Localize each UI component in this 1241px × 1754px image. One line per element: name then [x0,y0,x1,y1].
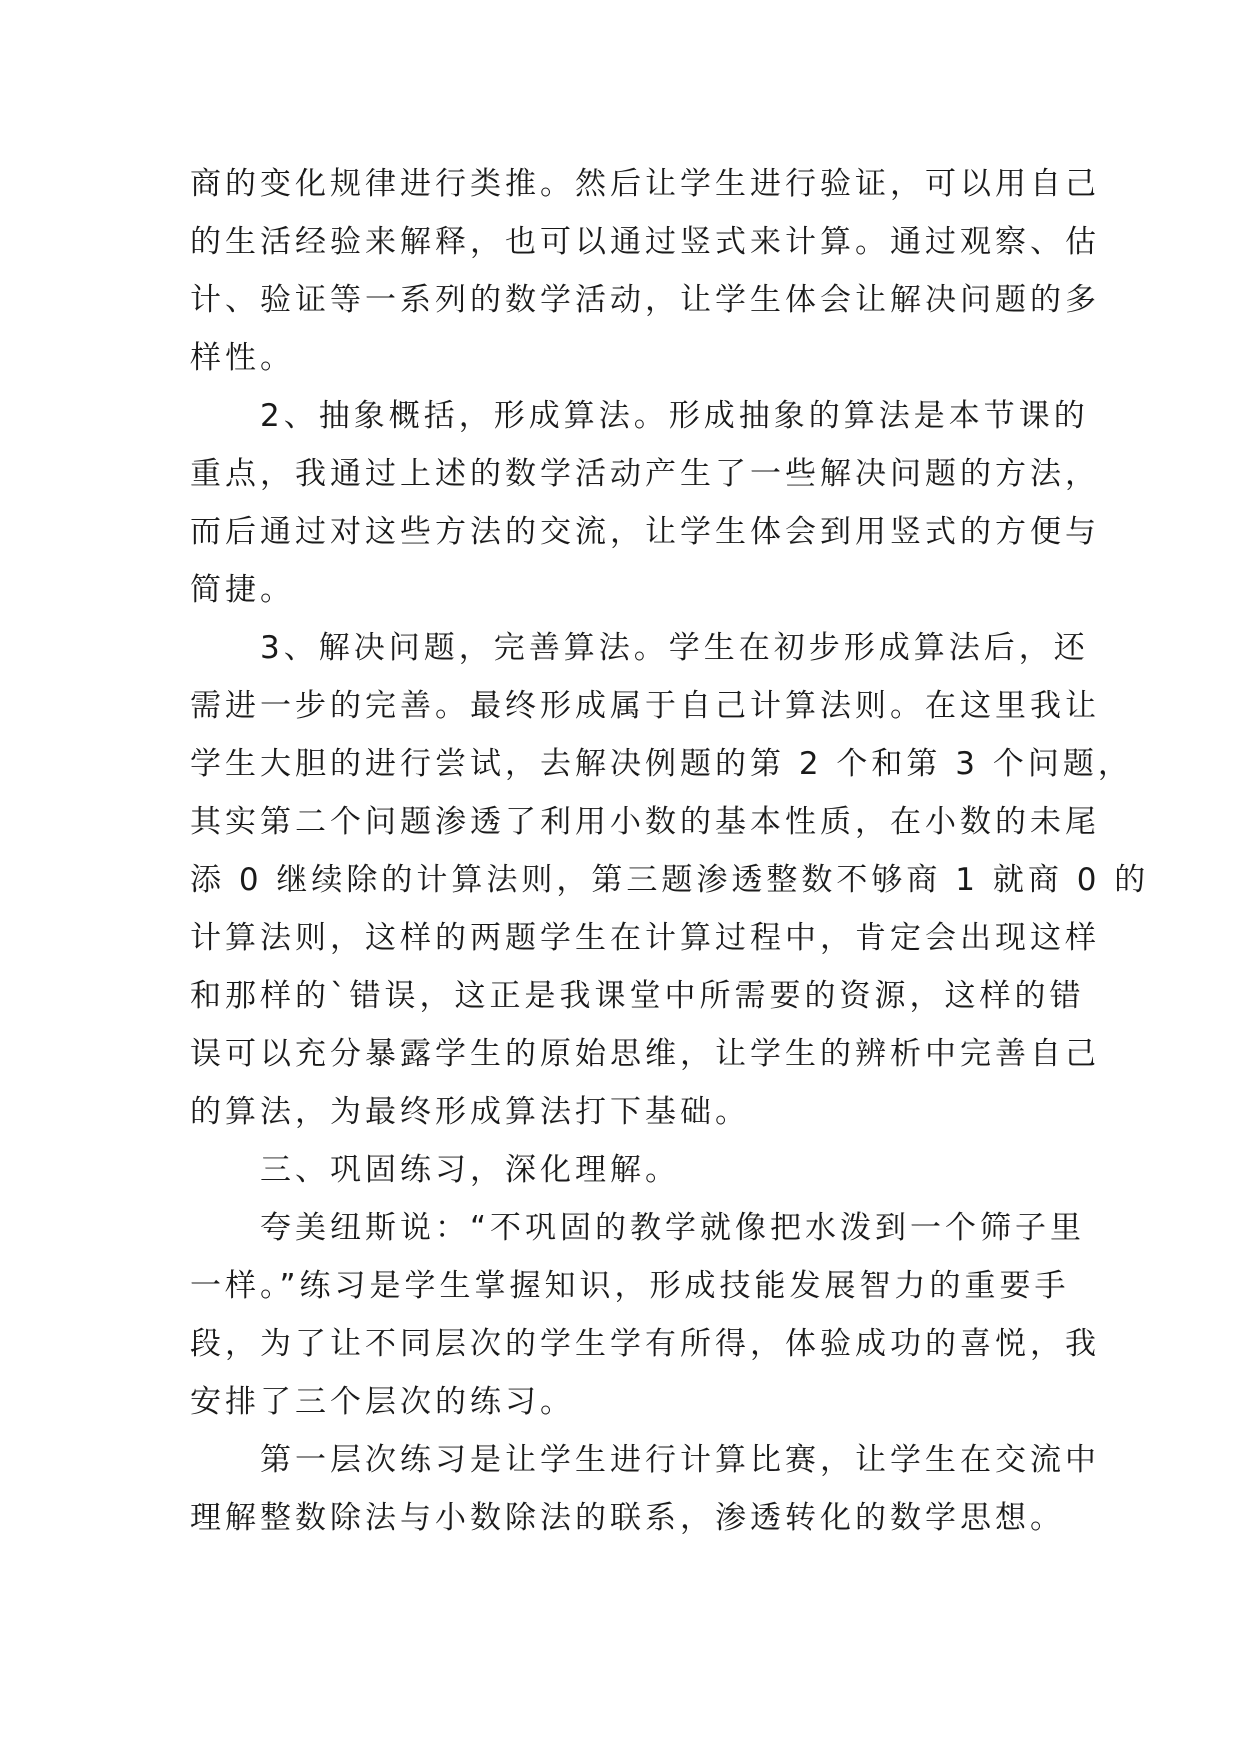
section-heading: 三、巩固练习，深化理解。 [190,1152,680,1188]
text-line: 误可以充分暴露学生的原始思维，让学生的辨析中完善自己 [190,1036,1100,1072]
text-line: 样性。 [190,340,295,376]
text-line: 安排了三个层次的练习。 [190,1384,575,1420]
text-line: 夸美纽斯说：“不巩固的教学就像把水泼到一个筛子里 [190,1210,1086,1246]
text-line: 2、抽象概括，形成算法。形成抽象的算法是本节课的 [190,398,1089,434]
text-line: 计、验证等一系列的数学活动，让学生体会让解决问题的多 [190,282,1100,318]
text-line: 理解整数除法与小数除法的联系，渗透转化的数学思想。 [190,1500,1065,1536]
text-line: 而后通过对这些方法的交流，让学生体会到用竖式的方便与 [190,514,1100,550]
body-text [190,155,1150,1547]
text-line: 需进一步的完善。最终形成属于自己计算法则。在这里我让 [190,688,1100,724]
text-line: 的算法，为最终形成算法打下基础。 [190,1094,750,1130]
text-line: 学生大胆的进行尝试，去解决例题的第 2 个和第 3 个问题， [190,746,1133,782]
text-line: 的生活经验来解释，也可以通过竖式来计算。通过观察、估 [190,224,1100,260]
text-line: 和那样的`错误，这正是我课堂中所需要的资源，这样的错 [190,978,1085,1014]
text-line: 添 0 继续除的计算法则，第三题渗透整数不够商 1 就商 0 的 [190,862,1150,898]
text-line: 简捷。 [190,572,295,608]
text-line: 一样。”练习是学生掌握知识，形成技能发展智力的重要手 [190,1268,1070,1304]
text-line: 重点，我通过上述的数学活动产生了一些解决问题的方法， [190,456,1100,492]
text-line: 其实第二个问题渗透了利用小数的基本性质，在小数的未尾 [190,804,1100,840]
text-line: 段，为了让不同层次的学生学有所得，体验成功的喜悦，我 [190,1326,1100,1362]
text-line: 第一层次练习是让学生进行计算比赛，让学生在交流中 [190,1442,1100,1478]
text-line: 商的变化规律进行类推。然后让学生进行验证，可以用自己 [190,166,1100,202]
text-line: 3、解决问题，完善算法。学生在初步形成算法后，还 [190,630,1089,666]
text-line: 计算法则，这样的两题学生在计算过程中，肯定会出现这样 [190,920,1100,956]
